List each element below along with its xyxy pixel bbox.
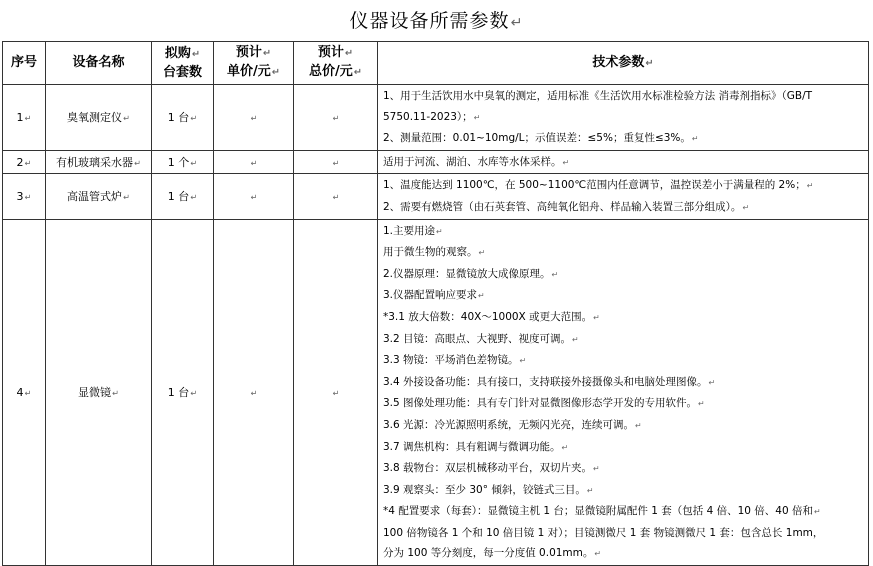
header-row xyxy=(3,42,869,85)
row-specs xyxy=(378,219,869,566)
row-seq: 4↵ xyxy=(3,219,46,566)
table-row xyxy=(3,85,869,151)
row-unit-price: ↵ xyxy=(214,174,294,219)
spec-line: 1、用于生活饮用水中臭氧的测定，适用标准《生活饮用水标准检验方法 消毒剂指标》（GB/T xyxy=(383,90,813,102)
header-name: 设备名称 xyxy=(46,42,152,85)
row-total-price: ↵ xyxy=(294,85,378,151)
spec-line: 适用于河流、湖泊、水库等水体采样。↵ xyxy=(383,155,570,168)
spec-line: 1、温度能达到 1100℃，在 500~1100℃范围内任意调节，温控误差小于满量程的 2%；↵ xyxy=(383,179,814,192)
spec-line: 3.9 观察头：至少 30° 倾斜，铰链式三目。↵ xyxy=(383,483,594,496)
row-name: 显微镜↵ xyxy=(46,219,152,566)
table-row xyxy=(3,219,869,566)
row-unit-price: ↵ xyxy=(214,85,294,151)
spec-line: 2.仪器原理：显微镜放大成像原理。↵ xyxy=(383,267,559,280)
spec-line: 3.6 光源：冷光源照明系统，无频闪光亮，连续可调。↵ xyxy=(383,418,642,431)
spec-line: 3.4 外接设备功能：具有接口，支持联接外接摄像头和电脑处理图像。↵ xyxy=(383,375,716,388)
header-specs: 技术参数↵ xyxy=(378,42,869,85)
row-total-price: ↵ xyxy=(294,150,378,174)
row-name: 高温管式炉↵ xyxy=(46,174,152,219)
spec-line: 3.8 载物台：双层机械移动平台，双切片夹。↵ xyxy=(383,462,600,475)
spec-line: 5750.11-2023）；↵ xyxy=(383,110,481,123)
row-seq: 3↵ xyxy=(3,174,46,219)
table-row xyxy=(3,150,869,174)
spec-line: 2、测量范围：0.01~10mg/L；示值误差：≤5%；重复性≤3%。↵ xyxy=(383,132,699,145)
row-name: 臭氧测定仪↵ xyxy=(46,85,152,151)
row-total-price: ↵ xyxy=(294,174,378,219)
spec-line: 3.仪器配置响应要求↵ xyxy=(383,289,485,302)
spec-line: 3.5 图像处理功能：具有专门针对显微图像形态学开发的专用软件。↵ xyxy=(383,397,705,410)
row-name: 有机玻璃采水器↵ xyxy=(46,150,152,174)
row-unit-price: ↵ xyxy=(214,150,294,174)
row-total-price: ↵ xyxy=(294,219,378,566)
row-seq: 1↵ xyxy=(3,85,46,151)
equipment-table xyxy=(2,41,869,566)
spec-line: *4 配置要求（每套）：显微镜主机 1 台；显微镜附属配件 1 套（包括 4 倍、10 倍、40 倍和↵ xyxy=(383,505,821,518)
spec-line: *3.1 放大倍数：40X～1000X 或更大范围。↵ xyxy=(383,310,600,323)
header-total-price: 预计↵ 总价/元↵ xyxy=(294,42,378,85)
spec-line: 100 倍物镜各 1 个和 10 倍目镜 1 对）；目镜测微尺 1 套 物镜测微尺 1 套：包含总长 1mm， xyxy=(383,526,824,539)
document-title: 仪器设备所需参数↵ xyxy=(349,10,524,32)
table-row xyxy=(3,174,869,219)
header-unit-price: 预计↵ 单价/元↵ xyxy=(214,42,294,85)
spec-line: 3.7 调焦机构：具有粗调与微调功能。↵ xyxy=(383,440,569,453)
row-specs xyxy=(378,85,869,151)
spec-line: 分为 100 等分刻度，每一分度值 0.01mm。↵ xyxy=(383,547,601,560)
row-qty: 1 台↵ xyxy=(152,85,214,151)
spec-line: 3.3 物镜：平场消色差物镜。↵ xyxy=(383,354,527,367)
header-seq: 序号 xyxy=(3,42,46,85)
row-seq: 2↵ xyxy=(3,150,46,174)
row-specs xyxy=(378,150,869,174)
spec-line: 用于微生物的观察。↵ xyxy=(383,246,486,259)
spec-line: 1.主要用途↵ xyxy=(383,224,443,237)
spec-line: 2、需要有燃烧管（由石英套管、高纯氧化铝舟、样品输入装置三部分组成）。↵ xyxy=(383,200,750,213)
spec-line: 3.2 目镜：高眼点、大视野、视度可调。↵ xyxy=(383,332,579,345)
header-qty: 拟购↵ 台套数 xyxy=(152,42,214,85)
row-qty: 1 台↵ xyxy=(152,174,214,219)
row-qty: 1 台↵ xyxy=(152,219,214,566)
row-specs xyxy=(378,174,869,219)
row-unit-price: ↵ xyxy=(214,219,294,566)
row-qty: 1 个↵ xyxy=(152,150,214,174)
